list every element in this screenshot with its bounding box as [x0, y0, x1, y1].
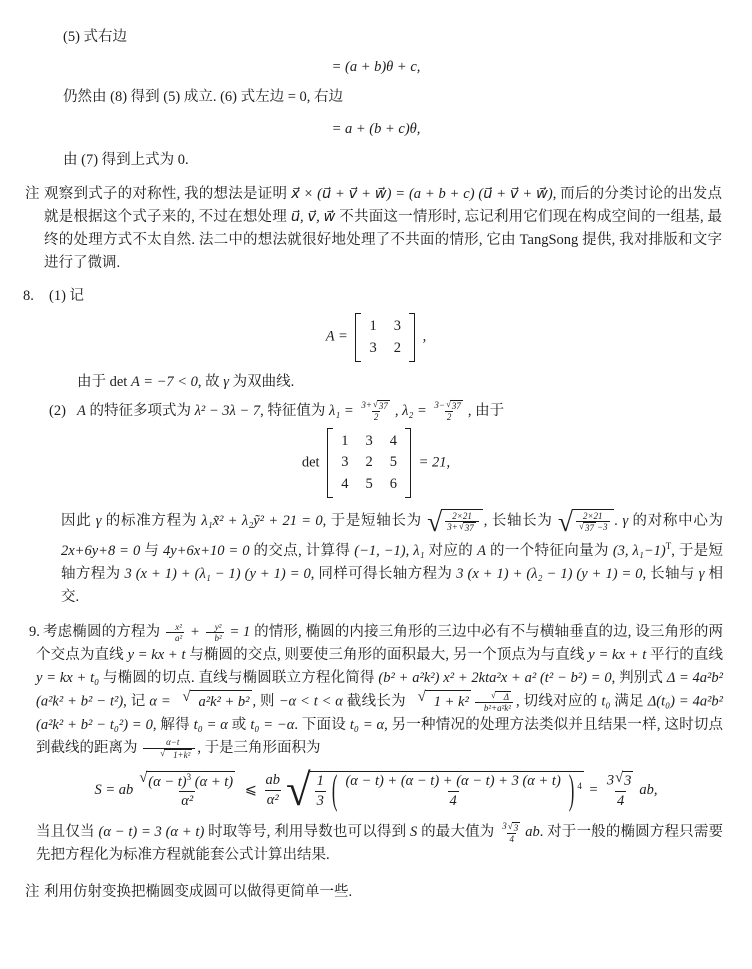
matrix-cell: 1 [341, 432, 349, 449]
fraction-denominator [206, 632, 224, 643]
radicand [441, 509, 482, 533]
fraction-numerator [343, 772, 562, 791]
math-run: 2x+6y+8 = 0 [61, 543, 141, 560]
math-run: 2×21 [452, 510, 472, 521]
text-run: , 特征值为 [260, 402, 329, 419]
math-run: A [77, 402, 86, 419]
math-run: = 21, [414, 454, 451, 471]
radicand [310, 765, 584, 813]
display-eq5 [0, 56, 752, 78]
math-run: −α < t < α [278, 693, 343, 710]
math-run: 2×21 [582, 510, 603, 521]
math-run: γ [698, 566, 705, 583]
superscript: 3 [186, 771, 192, 782]
text-run: 为双曲线. [229, 373, 295, 390]
math-run: −3 [596, 522, 608, 532]
radical-sign: √ [286, 765, 311, 816]
math-run: t₀ = α [193, 717, 228, 734]
text-run: 满足 [610, 693, 648, 710]
fraction-denominator [265, 790, 281, 810]
item9 [29, 621, 724, 760]
fraction-numerator [264, 771, 283, 790]
math-run: 3 (x + 1) + (λ₂ − 1) (y + 1) = 0 [456, 566, 643, 583]
math-run: λ₁ [413, 543, 425, 560]
matrix-cell: 4 [341, 476, 349, 493]
radical [557, 505, 614, 537]
radical-sign: √ [417, 689, 426, 706]
matrix-right-bracket [409, 313, 415, 361]
text-run: 仍然由 (8) 得到 (5) 成立. (6) 式左边 = 0, 右边 [63, 89, 344, 106]
fraction-numerator [136, 771, 238, 792]
matrix-cell: 3 [369, 339, 377, 356]
fraction [474, 691, 514, 714]
text-run: 与 [140, 543, 164, 560]
math-run: α−t [166, 737, 180, 748]
math-run: 3 [316, 792, 324, 809]
radicand [377, 400, 390, 411]
math-run: y = kx + t [127, 647, 186, 664]
radical [484, 691, 511, 702]
matrix-grid [333, 428, 405, 498]
math-run: = 1 [225, 624, 251, 641]
math-run: S [410, 824, 418, 841]
fraction-denominator [615, 791, 626, 811]
line-eq6 [63, 86, 722, 109]
text-run: , 长轴长为 [483, 512, 557, 529]
math-run: (−1, −1) [354, 543, 406, 560]
math-run: ⩽ [241, 782, 261, 799]
radical-sign: √ [507, 820, 513, 831]
text-run: det [301, 454, 324, 471]
math-run: 2 [373, 412, 379, 423]
math-run: α = [149, 693, 175, 710]
fraction [445, 511, 478, 534]
radical-sign: √ [445, 399, 451, 410]
text-run: 考虑椭圆的方程为 [43, 624, 164, 641]
matrix-cell: 4 [389, 432, 397, 449]
big-paren: ) [568, 765, 575, 813]
text-run: 平行的直线 [646, 647, 724, 664]
math-run: + [186, 624, 204, 641]
superscript: T [665, 541, 672, 552]
math-run: A = −7 < 0 [130, 373, 198, 390]
math-run: Δ(t₀) = 4a²b² (a²k² + b² − t₀²) = 0 [36, 693, 724, 734]
text-run: 时取等号, 利用导数也可以得到 [204, 824, 411, 841]
fraction-numerator [157, 737, 181, 747]
math-run: 37 [378, 401, 388, 412]
matrix-cell: 1 [369, 318, 377, 335]
matrix-cell: 6 [389, 476, 397, 493]
math-run: y = kx + t₀ [36, 670, 100, 687]
text-run: , 记 [123, 693, 150, 710]
item8-2 [49, 399, 722, 423]
math-run: 3− [434, 399, 445, 410]
matrix-cell: 5 [389, 454, 397, 471]
fraction-denominator [576, 521, 609, 534]
math-run: = (a + b)θ + c, [331, 59, 421, 75]
fraction [206, 622, 224, 644]
text-run: 与椭圆的交点, 则要使三角形的面积最大, 另一个顶点为与直线 [185, 647, 589, 664]
text-run: , 解得 [152, 717, 194, 734]
text-run: 的最大值为 [417, 824, 499, 841]
text-run: 当且仅当 [36, 824, 99, 841]
radicand [164, 749, 192, 760]
text-run: , 同样可得长轴方程为 [310, 566, 457, 583]
item8-2-label: (2) [49, 402, 66, 419]
fraction [143, 737, 195, 760]
math-run: 37 [464, 523, 474, 534]
radical [286, 765, 584, 816]
radical-sign: √ [372, 399, 378, 410]
math-run: 2 [446, 412, 452, 423]
math-run: 3 [606, 772, 615, 789]
text-run: 由 (7) 得到上式为 0. [63, 152, 189, 169]
math-run: 3 [513, 822, 519, 833]
fraction [500, 821, 523, 844]
fraction-numerator [450, 511, 474, 521]
math-run: λ² − 3λ − 7 [194, 402, 261, 419]
math-run: Δ [503, 691, 510, 702]
math-run: = a + (b + c)θ, [331, 121, 421, 138]
radicand [622, 771, 633, 791]
fraction-denominator [445, 521, 478, 534]
line-eq7 [63, 149, 722, 172]
math-run: , [418, 328, 427, 345]
matrix [327, 428, 411, 498]
fraction-denominator [179, 791, 195, 811]
text-run: . 对于一般的椭圆方程只需要先把方程化为标准方程就能套公式计算出结果. [36, 824, 724, 864]
math-run: , λ₂ = [394, 402, 431, 419]
math-run: 1+k² [173, 749, 191, 760]
display-eq6 [0, 118, 752, 140]
text-run: , 另一种情况的处理方法类似并且结果一样, 这时切点到截线的距离为 [36, 717, 724, 757]
fraction-denominator [448, 791, 459, 811]
matrix-cell: 3 [365, 432, 373, 449]
fraction [264, 771, 283, 810]
math-run: α² [181, 793, 194, 810]
text-run: 由于 det [77, 373, 131, 390]
text-run: (5) 式右边 [63, 29, 128, 45]
math-run: A = [325, 328, 352, 345]
radical-sign: √ [615, 769, 624, 786]
math-run: A [477, 543, 486, 560]
matrix-right-bracket [405, 428, 411, 498]
text-run: , 于是短轴长为 [322, 512, 427, 529]
matrix-cell: 2 [365, 454, 373, 471]
math-run: b²+a²k² [483, 703, 511, 714]
radical [615, 771, 633, 791]
text-run: 与椭圆的切点. 直线与椭圆联立方程化简得 [99, 670, 379, 687]
radical [508, 822, 520, 833]
superscript: 4 [577, 780, 582, 791]
radicand [512, 822, 521, 833]
line-detA [77, 371, 722, 394]
math-run: t₀ = α [349, 717, 385, 734]
big-paren: ( [331, 765, 338, 813]
fraction-denominator [507, 833, 516, 844]
item8-head [23, 285, 722, 308]
math-run: 4 [509, 834, 514, 845]
fraction-denominator [372, 411, 381, 422]
note-1-label: 注 [25, 186, 40, 203]
radicand [463, 522, 476, 533]
matrix-cell: 2 [393, 339, 401, 356]
matrix [355, 313, 415, 361]
math-run: (3, λ₁−1) [612, 543, 666, 560]
fraction [432, 400, 465, 423]
math-run: α² [266, 792, 279, 809]
math-run: y² [214, 621, 222, 632]
para-equality-condition [36, 821, 723, 867]
text-run: , 由于 [467, 402, 505, 419]
math-run: x⃗ × (u⃗ + v⃗ + w⃗) = (a + b + c) (u⃗ + v⃗ + w⃗) [291, 186, 553, 203]
text-run: 的特征多项式为 [85, 402, 195, 419]
note-2-label: 注 [25, 884, 40, 901]
radicand [450, 400, 463, 411]
text-run: 的对称中心为 [628, 512, 724, 529]
text-run: , 而后的分类讨论的出发点就是根据这个式子来的, 不过在想处理 [44, 186, 723, 226]
math-run: 3 [624, 772, 632, 789]
math-run: S = ab [94, 782, 134, 799]
math-run: (α − t) [148, 773, 187, 790]
note-2 [25, 881, 722, 904]
note-1 [25, 183, 723, 275]
radicand [572, 509, 613, 533]
math-run: b² [214, 633, 222, 644]
fraction [136, 771, 238, 812]
math-run: 1 + k² [433, 694, 469, 711]
math-run: a²k² + b² [198, 694, 250, 711]
math-run: t₀ [601, 693, 611, 710]
radical [176, 690, 252, 714]
text-run: 观察到式子的对称性, 我的想法是证明 [44, 186, 292, 203]
math-run: λ₁ = [328, 402, 358, 419]
text-run: , 切线对应的 [516, 693, 602, 710]
math-run: ab [525, 824, 540, 841]
fraction-numerator [432, 400, 465, 412]
fraction-numerator [359, 400, 392, 412]
text-run: , 于是三角形面积为 [197, 740, 321, 757]
fraction-denominator [143, 748, 195, 761]
text-run: , 长轴与 [642, 566, 699, 583]
item9-label: 9. [29, 624, 40, 641]
text-run: 对应的 [424, 543, 478, 560]
fraction-numerator [166, 622, 184, 632]
text-run: 相交. [61, 566, 723, 606]
radical-sign: √ [458, 521, 464, 532]
math-run: 3 (x + 1) + (λ₁ − 1) (y + 1) = 0 [124, 566, 311, 583]
math-run: 4 [616, 792, 625, 809]
display-det [0, 426, 752, 500]
fraction-numerator [474, 691, 514, 703]
radical-sign: √ [139, 769, 148, 786]
math-run: (α − t) + (α − t) + (α − t) + 3 (α + t) [345, 772, 561, 789]
radical [459, 522, 476, 533]
fraction-numerator [605, 771, 636, 791]
text-run: 截线长为 [342, 693, 410, 710]
text-run: 不共面这一情形时, 忘记利用它们现在构成空间的一组基, 最终的处理方式不太自然. 法二中的想法就很好地处理了不共面的情形, 它由 TangSong 提供, 我对排版和文字进行了微调. [44, 209, 722, 272]
text-run: , [405, 543, 414, 560]
text-run: 的标准方程为 [101, 512, 202, 529]
math-run: γ [223, 373, 230, 390]
radical-sign: √ [160, 747, 166, 758]
fraction-denominator [475, 702, 513, 713]
text-run: . 下面设 [294, 717, 350, 734]
radical-sign: √ [182, 689, 191, 706]
fraction [576, 511, 609, 534]
radical [579, 522, 596, 533]
line-eq5-rhs [63, 26, 722, 49]
radicand [190, 690, 252, 714]
matrix-grid [361, 313, 409, 361]
math-run: u⃗, v⃗, w⃗ [290, 209, 336, 226]
radicand [425, 690, 471, 714]
radical [411, 690, 471, 714]
radical [139, 771, 235, 792]
text-run: (1) 记 [49, 288, 85, 305]
math-run: y = kx + t [588, 647, 647, 664]
math-run: (α − t) = 3 (α + t) [98, 824, 205, 841]
document-body [0, 26, 752, 904]
fraction-numerator [500, 821, 523, 833]
fraction-numerator [581, 511, 605, 521]
display-S-formula [0, 766, 752, 815]
fraction-numerator [315, 772, 326, 791]
math-run: a² [175, 633, 183, 644]
radical [427, 505, 483, 537]
math-run: t₀ = −α [250, 717, 295, 734]
text-run: , 于是短轴方程为 [61, 543, 724, 583]
fraction-denominator [166, 632, 184, 643]
math-run: 1 [316, 772, 324, 789]
text-run: 利用仿射变换把椭圆变成圆可以做得更简单一些. [44, 884, 353, 901]
radicand [146, 771, 235, 792]
fraction-denominator [445, 411, 454, 422]
math-run: 4y+6x+10 = 0 [163, 543, 250, 560]
matrix-cell: 3 [393, 318, 401, 335]
display-matrix-A [0, 311, 752, 363]
radical [153, 749, 192, 760]
para-standard-eq [61, 505, 724, 609]
radical-sign: √ [557, 505, 574, 537]
text-run: , 故 [197, 373, 224, 390]
math-run: 3+ [447, 522, 458, 532]
radical [373, 400, 390, 411]
math-run: ab, [639, 782, 658, 799]
radical-sign: √ [427, 505, 443, 537]
math-run: Δ = 4a²b² (a²k² + b² − t²) [36, 670, 724, 710]
math-run: 4 [449, 792, 457, 809]
math-run: 3+ [361, 399, 372, 410]
fraction [343, 772, 562, 811]
radicand [495, 691, 511, 702]
radical-sign: √ [579, 521, 584, 532]
item8-head-label: 8. [23, 288, 34, 305]
text-run: , 判别式 [611, 670, 667, 687]
radical [446, 400, 463, 411]
radical-sign: √ [490, 689, 496, 700]
math-run: = [584, 782, 602, 799]
math-run: . γ [614, 512, 629, 529]
text-run: 或 [227, 717, 251, 734]
math-run: 37 [584, 523, 594, 534]
fraction-numerator [206, 622, 224, 632]
math-run: 37 [451, 401, 461, 412]
matrix-cell: 3 [341, 454, 349, 471]
math-run: 3 [502, 821, 507, 832]
math-run: x² [175, 621, 182, 632]
radicand [583, 522, 596, 533]
math-run: (b² + a²k²) x² + 2kta²x + a² (t² − b²) = 0 [378, 670, 612, 687]
math-run: γ [95, 512, 102, 529]
math-run: (α + t) [191, 773, 234, 790]
fraction [359, 400, 392, 423]
text-run: 因此 [61, 512, 96, 529]
math-run: λ₁x̃² + λ₂ỹ² + 21 = 0 [201, 512, 323, 529]
text-run: 的情形, 椭圆的内接三角形的三边中必有不与横轴垂直的边, 设三角形的两个交点为直线 [36, 624, 723, 664]
fraction [315, 772, 326, 811]
fraction [166, 622, 184, 644]
text-run: , 则 [252, 693, 279, 710]
fraction-denominator [315, 791, 326, 811]
fraction [605, 771, 636, 811]
text-run: 的一个特征向量为 [485, 543, 613, 560]
math-run: ab [265, 772, 280, 789]
matrix-cell: 5 [365, 476, 373, 493]
text-run: 的交点, 计算得 [249, 543, 355, 560]
